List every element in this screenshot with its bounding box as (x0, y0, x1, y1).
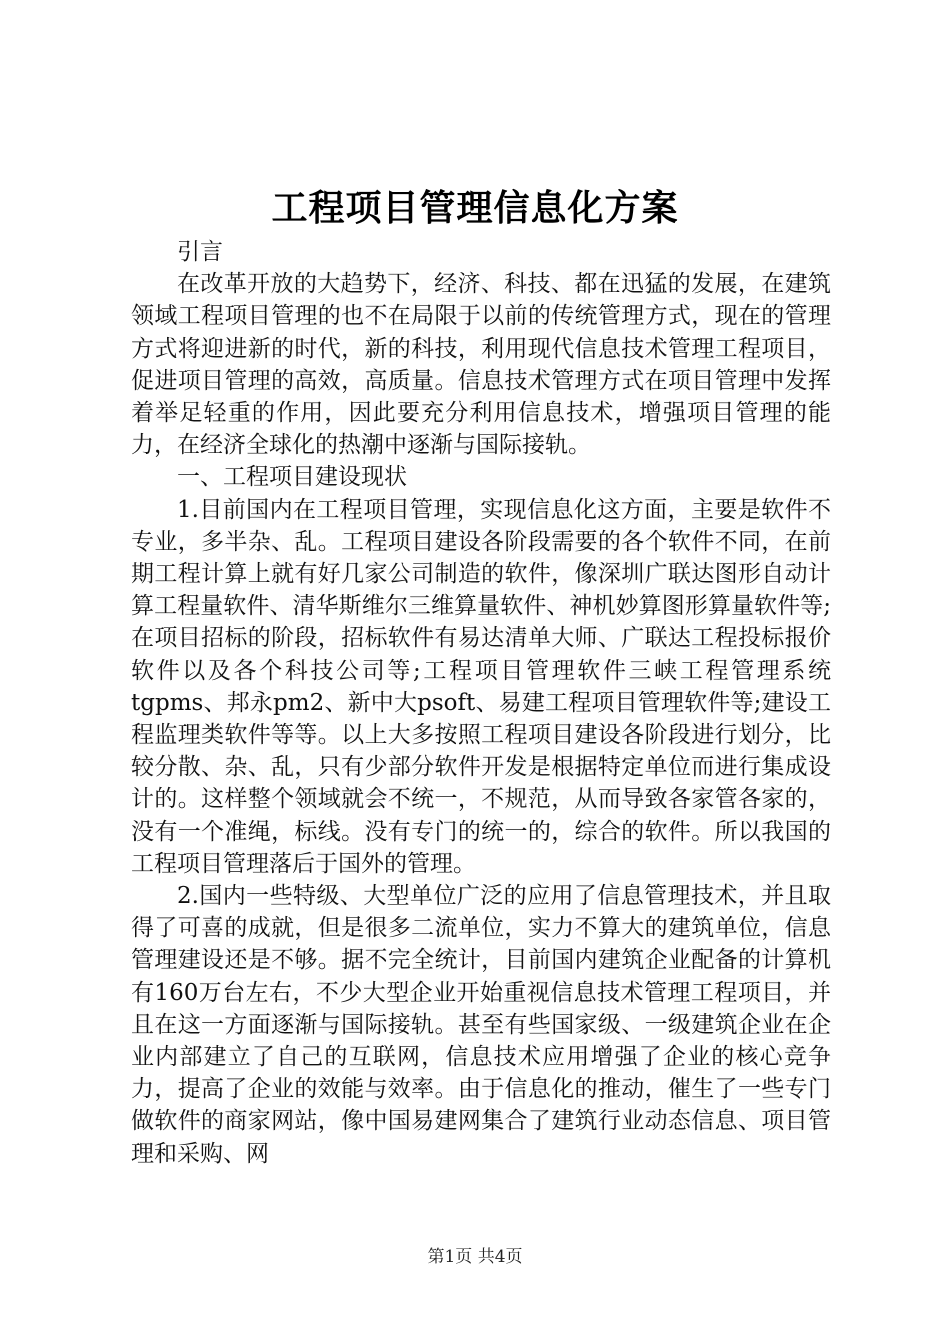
document-title: 工程项目管理信息化方案 (271, 187, 679, 229)
page-footer: 第1页 共4页 (427, 1247, 523, 1267)
paragraph-point-2: 2.国内一些特级、大型单位广泛的应用了信息管理技术，并且取得了可喜的成就，但是很多二流单位，实力不算大的建筑单位，信息管理建设还是不够。据不完全统计，目前国内建筑企业配备的计算机有160万台左右，不少大型企业开始重视信息技术管理工程项目，并且在这一方面逐渐与国际接轨。甚至有些国家级、一级建筑企业在企业内部建立了自己的互联网，信息技术应用增强了企业的核心竞争力，提高了企业的效能与效率。由于信息化的推动，催生了一些专门做软件的商家网站，像中国易建网集合了建筑行业动态信息、项目管理和采购、网 (131, 883, 831, 1167)
paragraph-point-1: 1.目前国内在工程项目管理，实现信息化这方面，主要是软件不专业，多半杂、乱。工程项目建设各阶段需要的各个软件不同，在前期工程计算上就有好几家公司制造的软件，像深圳广联达图形自动计算工程量软件、清华斯维尔三维算量软件、神机妙算图形算量软件等;在项目招标的阶段，招标软件有易达清单大师、广联达工程投标报价软件以及各个科技公司等;工程项目管理软件三峡工程管理系统tgpms、邦永pm2、新中大psoft、易建工程项目管理软件等;建设工程监理类软件等等。以上大多按照工程项目建设各阶段进行划分，比较分散、杂、乱，只有少部分软件开发是根据特定单位而进行集成设计的。这样整个领域就会不统一，不规范，从而导致各家管各家的，没有一个准绳，标线。没有专门的统一的，综合的软件。所以我国的工程项目管理落后于国外的管理。 (131, 496, 831, 877)
paragraph-intro-heading: 引言 (177, 239, 223, 265)
paragraph-intro: 在改革开放的大趋势下，经济、科技、都在迅猛的发展，在建筑领域工程项目管理的也不在局限于以前的传统管理方式，现在的管理方式将迎进新的时代，新的科技，利用现代信息技术管理工程项目，促进项目管理的高效，高质量。信息技术管理方式在项目管理中发挥着举足轻重的作用，因此要充分利用信息技术，增强项目管理的能力，在经济全球化的热潮中逐渐与国际接轨。 (131, 271, 831, 459)
document-body (131, 236, 831, 1170)
paragraph-section-heading: 一、工程项目建设现状 (177, 464, 407, 491)
